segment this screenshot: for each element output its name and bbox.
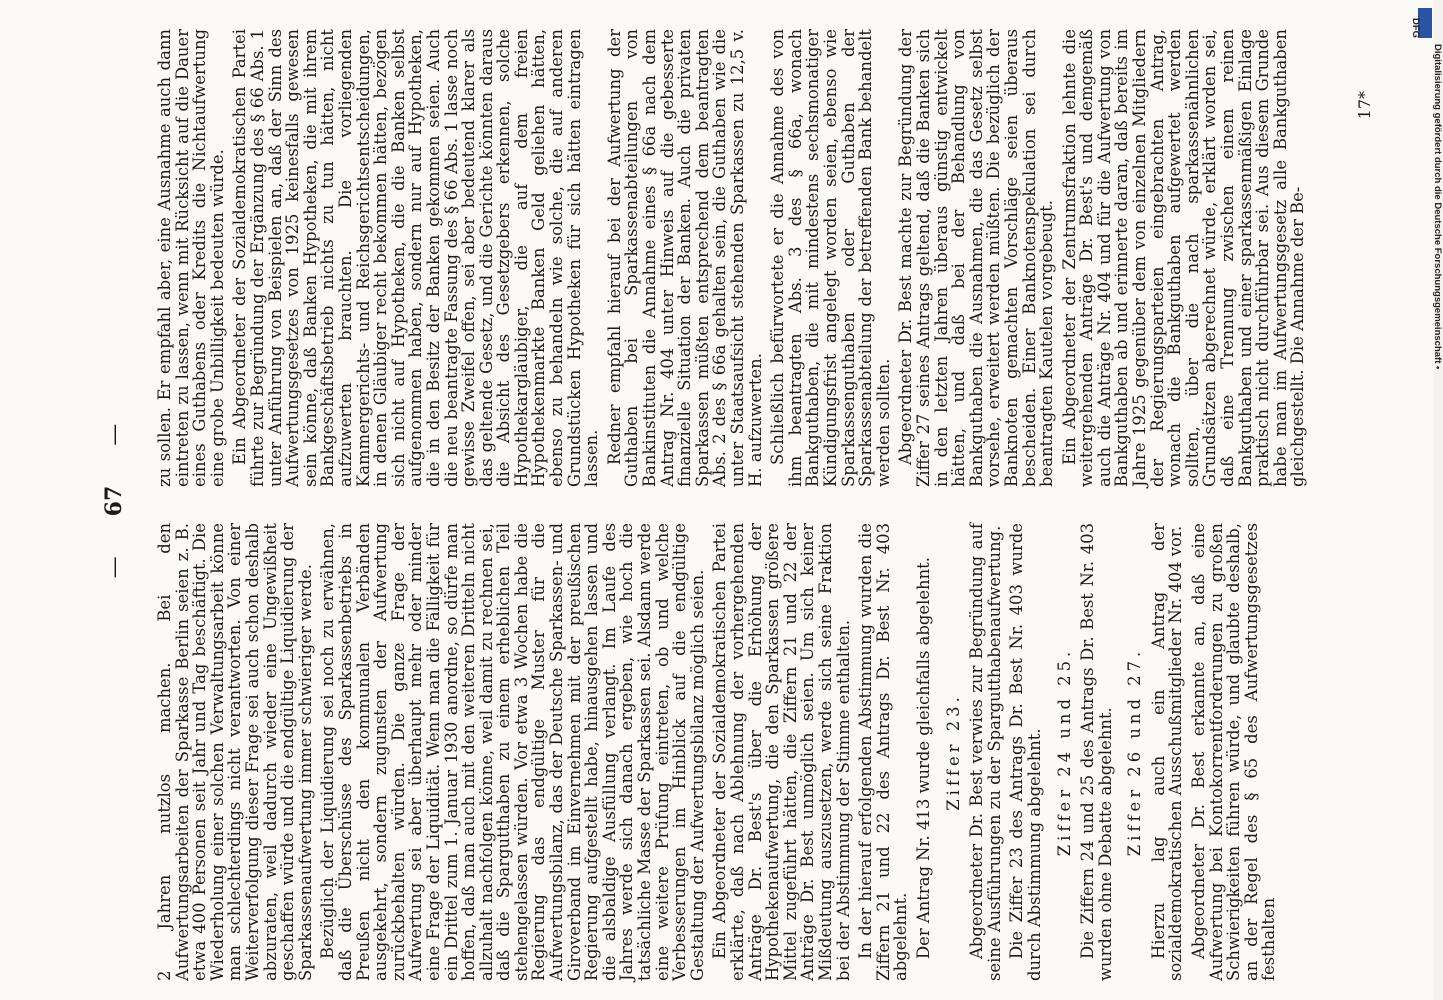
header-dash-right: — <box>101 423 127 446</box>
paragraph: Ein Abgeordneter der Sozialdemokratischen Partei führte zur Begründung der Ergänzung des § 66 Abs. 1 unter Anführung von Beispielen an, daß der Sinn des Aufwertungsgesetzes von 1925 keinesfalls gewesen sein könne, daß Banken Hypotheken, die mit ihrem Bankgeschäftsbetrieb nichts zu tun hätten, nicht aufzuwerten brauchten. Die vorliegenden Kammergerichts- und Reichsgerichtsentscheidungen, in denen Gläubiger recht bekommen hätten, bezögen sich nicht auf Hypotheken, die die Banken selbst aufgenommen haben, sondern nur auf Hypotheken, die in den Besitz der Banken gekommen seien. Auch die neu beantragte Fassung des § 66 Abs. 1 lasse noch gewisse Zweifel offen, sei aber bedeutend klarer als das geltende Gesetz, und die Gerichte könnten daraus die Absicht des Gesetzgebers erkennen, solche Hypothekargläubiger, die auf dem freien Hypothekenmarkte Banken Geld geliehen hätten, ebenso zu behandeln wie solche, die auf anderen Grundstücken Hypotheken für sich hätten eintragen lassen. <box>230 29 602 487</box>
paragraph: Der Antrag Nr. 413 wurde gleichfalls abgelehnt. <box>913 557 933 959</box>
paragraph: Ein Abgeordneter der Sozialdemokratischen Partei erklärte, daß nach Ablehnung der vorhergehenden Anträge Dr. Best's über die Erhöhung der Hypothekenaufwertung, die den Sparkassen größere Mittel zugeführt hätten, die Ziffern 21 und 22 der Anträge Dr. Best unmöglich seien. Um sich keiner Mißdeutung auszusetzen, werde sich seine Fraktion bei der Abstimmung der Stimme enthalten. <box>710 523 853 981</box>
section-heading: Ziffer 23. <box>943 693 963 811</box>
paragraph: 2 Jahren nutzlos machen. Bei den Aufwertungsarbeiten der Sparkasse Berlin seien z. B. etwa 400 Personen seit Jahr und Tag beschäftigt. Die Wiederholung einer solchen Verwaltungsarbeit könne man schlechterdings nicht verantworten. Von einer Weiterverfolgung dieser Frage sei auch schon deshalb abzuraten, weil dadurch wieder eine Ungewißheit geschaffen würde und die endgültige Liquidierung der Sparkassenaufwertung immer schwieriger werde. <box>155 523 315 981</box>
paragraph: Abgeordneter Dr. Best verwies zur Begründung auf seine Ausführungen zu der Spargutthabenaufwertung. <box>967 523 1004 981</box>
paragraph: Bezüglich der Liquidierung sei noch zu erwähnen, daß die Überschüsse des Sparkassenbetriebs in Preußen nicht den kommunalen Verbänden ausgekehrt, sondern zugunsten der Aufwertung zurückbehalten würden. Die ganze Frage der Aufwertung sei aber überhaupt mehr oder minder eine Frage der Liquidität. Wenn man die Fälligkeit für ein Drittel zum 1. Januar 1930 anordne, so dürfe man hoffen, daß man auch mit den weiteren Dritteln nicht allzuhalt nachfolgen könne, weil damit zu rechnen sei, daß die Spargutthaben zu einem erheblichen Teil stehengelassen würden. Vor etwa 3 Wochen habe die Regierung das endgültige Muster für die Aufwertungsbilanz, das der Deutsche Sparkassen- und Giroverband im Einvernehmen mit der preußischen Regierung aufgestellt habe, hinausgehen lassen und die alsbaldige Ausfüllung verlangt. Im Laufe des Jahres werde sich danach ergeben, wie hoch die tatsächliche Masse der Sparkassen sei. Alsdann werde eine weitere Prüfung eintreten, ob und welche Verbesserungen im Hinblick auf die endgültige Gestaltung der Aufwertungsbilanz möglich seien. <box>318 523 707 981</box>
paragraph: Redner empfahl hierauf bei der Aufwertung der Guthaben bei Sparkassenabteilungen von Bankinstituten die Annahme eines § 66a nach dem Antrag Nr. 404 unter Hinweis auf die gebesserte finanzielle Situation der Banken. Auch die privaten Sparkassen müßten entsprechend dem beantragten Abs. 2 des § 66a gehalten sein, die Guthaben wie die unter Staatsaufsicht stehenden Sparkassen zu 12,5 v. H. aufzuwerten. <box>604 29 765 487</box>
paragraph: Hierzu lag auch ein Antrag der sozialdemokratischen Ausschußmitglieder Nr. 404 vor. <box>1148 523 1186 981</box>
section-heading: Ziffer 26 und 27. <box>1125 647 1145 857</box>
paragraph: In der hierauf erfolgenden Abstimmung wurden die Ziffern 21 und 22 des Antrags Dr. Best Nr. 403 abgelehnt. <box>856 523 911 981</box>
paragraph: Ein Abgeordneter der Zentrumsfraktion lehnte die weitergehenden Anträge Dr. Best's und demgemäß auch die Anträge Nr. 404 und für die Aufwertung von Bankguthaben ab und erinnerte daran, daß bereits im Jahre 1925 gegenüber dem von einzelnen Mitgliedern der Regierungsparteien eingebrachten Antrag, wonach die Bankguthaben aufgewertet werden sollten, über die nach sparkassenähnlichen Grundsätzen abgerechnet würde, erklärt worden sei, daß eine Trennung zwischen einem reinen Bankguthaben und einer sparkassenmäßigen Einlage praktisch nicht durchführbar sei. Aus diesem Grunde habe man im Aufwertungsgesetz alle Bankguthaben gleichgestellt. Die Annahme der Be- <box>1059 29 1308 487</box>
signature-mark: 17* <box>1355 91 1374 120</box>
paragraph: Abgeordneter Dr. Best erkannte an, daß eine Aufwertung bei Kontokorrentforderungen zu großen Schwierigkeiten führen würde, und glaubte deshalb, an der Regel des § 65 des Aufwertungsgesetzes festhalten <box>1189 523 1279 981</box>
digitization-credit <box>1410 0 1443 1000</box>
rotated-page <box>94 21 1394 981</box>
page-header <box>94 21 134 981</box>
paragraph: zu sollen. Er empfahl aber, eine Ausnahme auch dann eintreten zu lassen, wenn mit Rücksicht auf die Dauer eines Guthabens oder Kredits die Nichtaufwertung eine grobe Unbilligkeit bedeuten würde. <box>155 29 227 487</box>
left-column <box>156 523 1356 981</box>
paragraph: Abgeordneter Dr. Best machte zur Begründung der Ziffer 27 seines Antrags geltend, daß die Banken sich in den letzten Jahren überaus günstig entwickelt hätten, und daß bei der Behandlung von Bankguthaben die Ausnahmen, die das Gesetz selbst vorsehe, erweitert werden müßten. Die bezüglich der Banknoten gemachten Vorschläge seien überaus bescheiden. Einer Banknotenspekulation sei durch beantragten Kautelen vorgebeugt. <box>896 29 1057 487</box>
right-column <box>156 29 1356 487</box>
paragraph: Schließlich befürwortete er die Annahme des von ihm beantragten Abs. 3 des § 66a, wonach Bankguthaben, die mit mindestens sechsmonatiger Kündigungsfrist angelegt worden seien, ebenso wie Sparkassenguthaben oder Guthaben der Sparkassenabteilung der betreffenden Bank behandelt werden sollten. <box>768 29 893 487</box>
paragraph: Die Ziffer 23 des Antrags Dr. Best Nr. 403 wurde durch Abstimmung abgelehnt. <box>1007 523 1044 981</box>
paragraph: Die Ziffern 24 und 25 des Antrags Dr. Best Nr. 403 wurden ohne Debatte abgelehnt. <box>1078 523 1115 981</box>
credit-text: Digitalisierung gefördert durch die Deutsche Forschungsgemeinschaft • <box>1432 44 1443 370</box>
header-dash-left: — <box>101 556 127 579</box>
section-heading: Ziffer 24 und 25. <box>1054 647 1074 857</box>
page-number: 67 <box>101 485 127 517</box>
dfg-logo: DFG <box>1418 8 1432 38</box>
